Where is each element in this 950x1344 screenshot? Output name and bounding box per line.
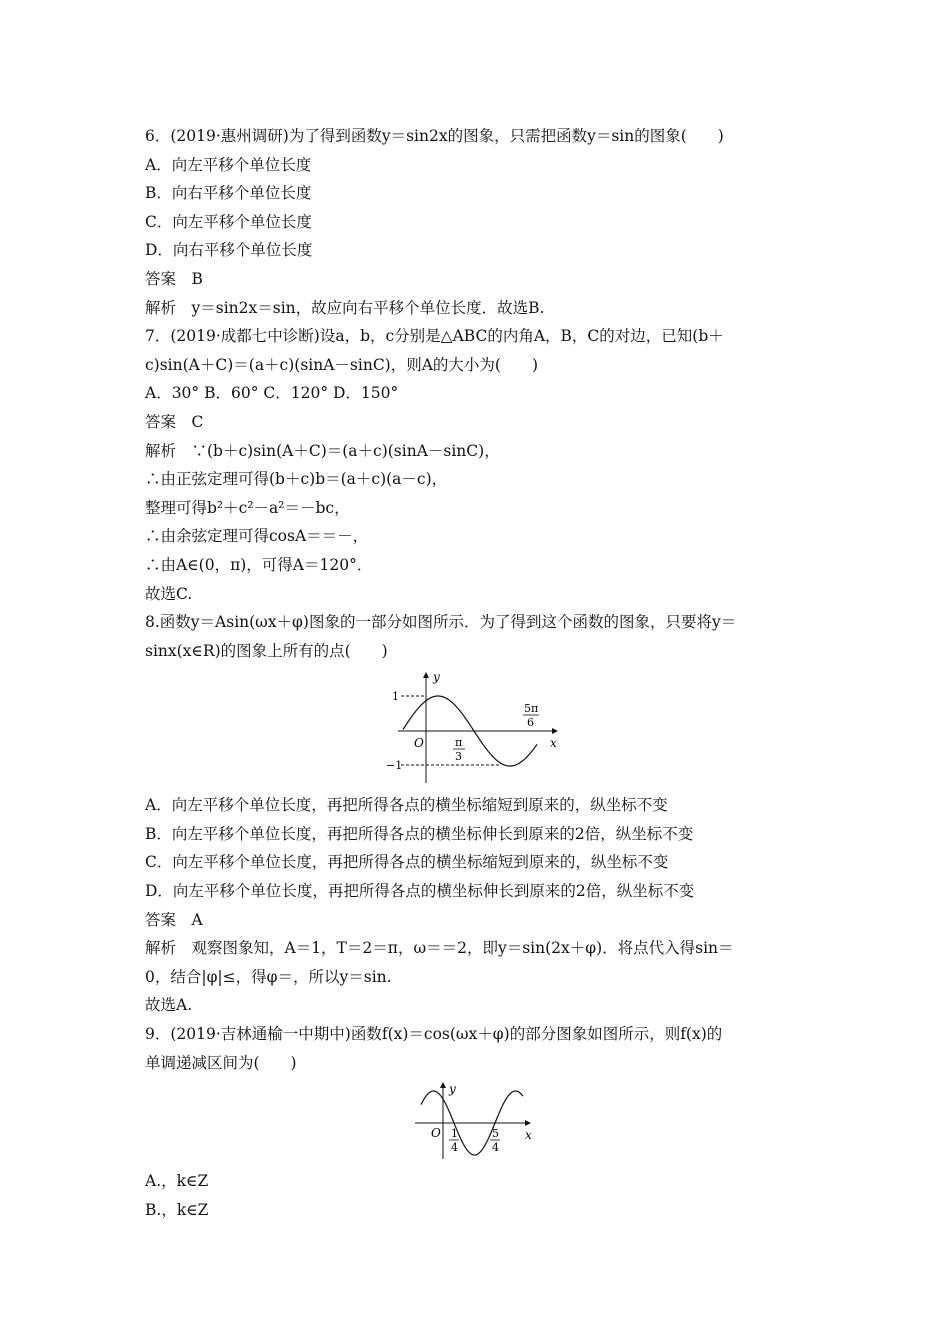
- tick-5-4-numerator: 5: [492, 1127, 499, 1141]
- y-axis-label: y: [433, 670, 440, 685]
- tick-5pi6-denominator: 6: [527, 716, 534, 730]
- q8-sine-graph: [145, 669, 817, 790]
- origin-label: O: [414, 736, 424, 751]
- tick-5-4-denominator: 4: [492, 1141, 499, 1155]
- tick-label-neg1: −1: [386, 759, 403, 773]
- q7-analysis-line2: ∴由正弦定理可得(b＋c)b＝(a＋c)(a－c)，: [145, 470, 448, 489]
- q7-conclusion: 故选C.: [145, 584, 193, 603]
- origin-label: O: [431, 1126, 441, 1141]
- q9-stem-line2: 单调递减区间为( ): [145, 1053, 297, 1072]
- tick-5pi6-numerator: 5π: [524, 702, 539, 716]
- x-axis-label: x: [550, 736, 557, 751]
- q6-option-d: D．向右平移个单位长度: [145, 241, 313, 260]
- q9-cosine-graph: [145, 1081, 817, 1165]
- q8-conclusion: 故选A.: [145, 996, 193, 1015]
- q6-option-b: B．向右平移个单位长度: [145, 184, 312, 203]
- x-axis-label: x: [525, 1128, 532, 1143]
- tick-pi3-denominator: 3: [455, 750, 462, 764]
- q6-option-a: A．向左平移个单位长度: [145, 155, 312, 174]
- q7-analysis-line4: ∴由余弦定理可得cosA＝＝－，: [145, 527, 369, 546]
- q8-option-b: B．向左平移个单位长度，再把所得各点的横坐标伸长到原来的2倍，纵坐标不变: [145, 824, 694, 843]
- q8-option-d: D．向左平移个单位长度，再把所得各点的横坐标伸长到原来的2倍，纵坐标不变: [145, 882, 695, 901]
- q9-option-a: A.，k∈Z: [145, 1172, 209, 1191]
- q7-analysis-line5: ∴由A∈(0，π)，可得A＝120°．: [145, 555, 373, 574]
- y-axis-label: y: [449, 1082, 456, 1097]
- q7-analysis-line3: 整理可得b²＋c²－a²＝－bc，: [145, 498, 350, 517]
- q8-option-a: A．向左平移个单位长度，再把所得各点的横坐标缩短到原来的，纵坐标不变: [145, 796, 668, 815]
- q8-option-c: C．向左平移个单位长度，再把所得各点的横坐标缩短到原来的，纵坐标不变: [145, 853, 669, 872]
- q9-stem-line1: 9．(2019·吉林通榆一中期中)函数f(x)＝cos(ωx＋φ)的部分图象如图所示，则f(x)的: [145, 1025, 723, 1044]
- q7-stem-line1: 7．(2019·成都七中诊断)设a，b，c分别是△ABC的内角A，B，C的对边，已知(b＋: [145, 327, 724, 346]
- q7-analysis-line1: 解析 ∵(b＋c)sin(A＋C)＝(a＋c)(sinA－sinC)，: [145, 441, 500, 460]
- tick-label-1: 1: [392, 690, 399, 704]
- tick-1-4-numerator: 1: [451, 1127, 458, 1141]
- q7-options: A．30° B．60° C．120° D．150°: [145, 384, 399, 403]
- tick-pi3-numerator: π: [455, 736, 463, 750]
- q6-answer: 答案 B: [145, 269, 203, 288]
- q8-graph-svg: [145, 669, 817, 790]
- q6-stem: 6．(2019·惠州调研)为了得到函数y＝sin2x的图象，只需把函数y＝sin的图象( ): [145, 127, 724, 145]
- q8-answer: 答案 A: [145, 910, 203, 929]
- q9-option-b: B.，k∈Z: [145, 1200, 209, 1219]
- q8-stem-line1: 8.函数y＝Asin(ωx＋φ)图象的一部分如图所示．为了得到这个函数的图象，只要将y＝: [145, 613, 737, 632]
- q8-stem-line2: sinx(x∈R)的图象上所有的点( ): [145, 641, 388, 660]
- q8-analysis-line2: 0，结合|φ|≤，得φ＝，所以y＝sin.: [145, 967, 392, 986]
- q9-graph-svg: [145, 1081, 817, 1165]
- q6-analysis: 解析 y＝sin2x＝sin，故应向右平移个单位长度．故选B.: [145, 298, 545, 317]
- tick-1-4-denominator: 4: [451, 1141, 458, 1155]
- q7-answer: 答案 C: [145, 412, 204, 431]
- q8-analysis-line1: 解析 观察图象知，A＝1，T＝2＝π，ω＝＝2，即y＝sin(2x＋φ)．将点代入得sin＝: [145, 939, 734, 958]
- q7-stem-line2: c)sin(A＋C)＝(a＋c)(sinA－sinC)，则A的大小为( ): [145, 355, 539, 374]
- document-page: [145, 122, 817, 1224]
- q6-option-c: C．向左平移个单位长度: [145, 212, 312, 231]
